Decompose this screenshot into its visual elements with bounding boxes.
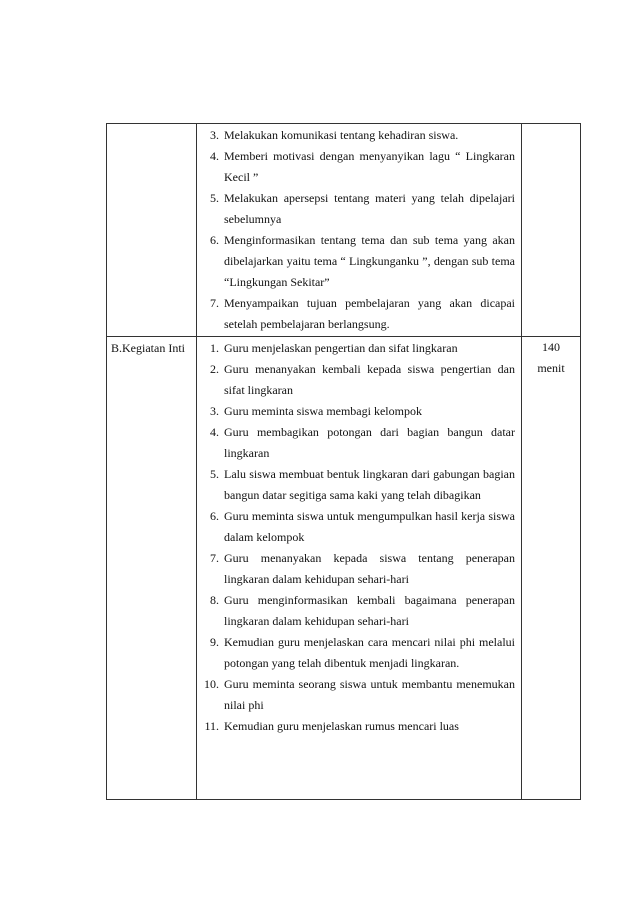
activity-cell bbox=[197, 337, 522, 800]
list-item bbox=[199, 506, 515, 548]
list-item bbox=[199, 464, 515, 506]
item-text: Guru menanyakan kembali kepada siswa pengertian dan sifat lingkaran bbox=[224, 362, 515, 397]
item-text: Kemudian guru menjelaskan cara mencari nilai phi melalui potongan yang telah dibentuk menjadi lingkaran. bbox=[224, 635, 515, 670]
item-number: 5. bbox=[210, 467, 219, 481]
list-item bbox=[199, 716, 515, 737]
item-number: 5. bbox=[210, 191, 219, 205]
item-text: Memberi motivasi dengan menyanyikan lagu “ Lingkaran Kecil ” bbox=[224, 149, 515, 184]
item-text: Guru menginformasikan kembali bagaimana penerapan lingkaran dalam kehidupan sehari-hari bbox=[224, 593, 515, 628]
activity-cell bbox=[197, 124, 522, 337]
item-text: Menginformasikan tentang tema dan sub tema yang akan dibelajarkan yaitu tema “ Lingkunganku ”, dengan sub tema “Lingkungan Sekitar” bbox=[224, 233, 515, 289]
item-text: Guru meminta seorang siswa untuk membantu menemukan nilai phi bbox=[224, 677, 515, 712]
time-cell bbox=[522, 124, 581, 337]
item-number: 6. bbox=[210, 509, 219, 523]
time-unit: menit bbox=[537, 361, 565, 375]
list-item bbox=[199, 590, 515, 632]
list-item bbox=[199, 338, 515, 359]
item-number: 7. bbox=[210, 551, 219, 565]
list-item bbox=[199, 674, 515, 716]
list-item bbox=[199, 293, 515, 335]
item-text: Menyampaikan tujuan pembelajaran yang akan dicapai setelah pembelajaran berlangsung. bbox=[224, 296, 515, 331]
activity-list bbox=[197, 124, 521, 335]
item-number: 4. bbox=[210, 149, 219, 163]
lesson-plan-table bbox=[106, 123, 581, 800]
item-text: Kemudian guru menjelaskan rumus mencari luas bbox=[224, 719, 459, 733]
activity-list bbox=[197, 337, 521, 737]
table-row-core bbox=[107, 337, 581, 800]
list-item bbox=[199, 632, 515, 674]
item-text: Melakukan komunikasi tentang kehadiran siswa. bbox=[224, 128, 459, 142]
table-row-opening bbox=[107, 124, 581, 337]
item-number: 10. bbox=[204, 677, 219, 691]
item-number: 8. bbox=[210, 593, 219, 607]
list-item bbox=[199, 125, 515, 146]
list-item bbox=[199, 230, 515, 293]
item-text: Guru menjelaskan pengertian dan sifat lingkaran bbox=[224, 341, 458, 355]
item-text: Lalu siswa membuat bentuk lingkaran dari gabungan bagian bangun datar segitiga sama kaki yang telah dibagikan bbox=[224, 467, 515, 502]
item-text: Guru meminta siswa untuk mengumpulkan hasil kerja siswa dalam kelompok bbox=[224, 509, 515, 544]
item-number: 3. bbox=[210, 128, 219, 142]
stage-cell bbox=[107, 124, 197, 337]
time-value: 140 bbox=[542, 340, 560, 354]
item-text: Guru meminta siswa membagi kelompok bbox=[224, 404, 422, 418]
list-item bbox=[199, 422, 515, 464]
list-item bbox=[199, 548, 515, 590]
item-text: Guru membagikan potongan dari bagian bangun datar lingkaran bbox=[224, 425, 515, 460]
list-item bbox=[199, 188, 515, 230]
item-number: 7. bbox=[210, 296, 219, 310]
list-item bbox=[199, 401, 515, 422]
item-number: 1. bbox=[210, 341, 219, 355]
list-item bbox=[199, 146, 515, 188]
item-number: 9. bbox=[210, 635, 219, 649]
stage-cell: B.Kegiatan Inti bbox=[107, 337, 197, 800]
item-text: Melakukan apersepsi tentang materi yang telah dipelajari sebelumnya bbox=[224, 191, 515, 226]
item-number: 2. bbox=[210, 362, 219, 376]
item-text: Guru menanyakan kepada siswa tentang penerapan lingkaran dalam kehidupan sehari-hari bbox=[224, 551, 515, 586]
item-number: 4. bbox=[210, 425, 219, 439]
list-item bbox=[199, 359, 515, 401]
item-number: 3. bbox=[210, 404, 219, 418]
item-number: 6. bbox=[210, 233, 219, 247]
item-number: 11. bbox=[204, 719, 219, 733]
time-cell bbox=[522, 337, 581, 800]
